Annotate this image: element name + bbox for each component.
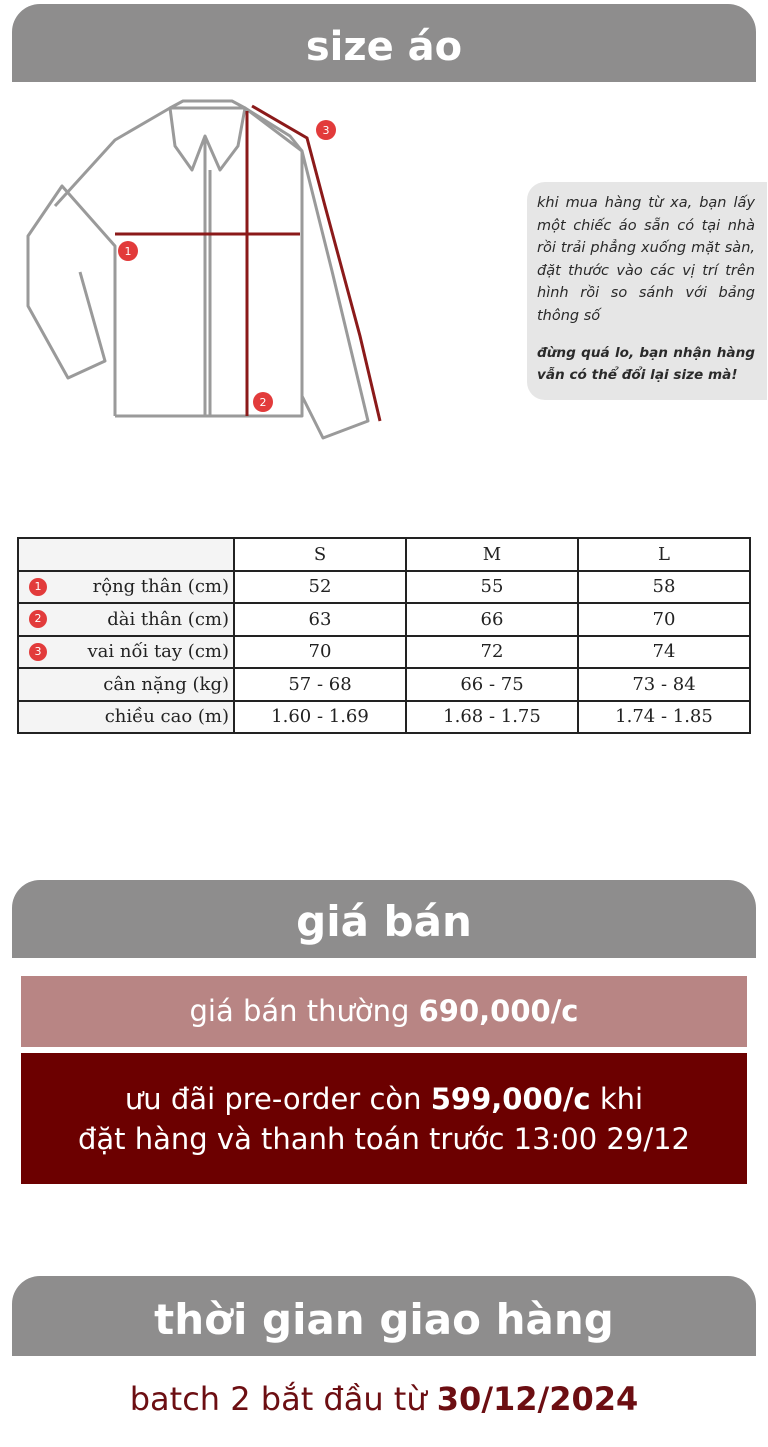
table-row — [18, 636, 750, 669]
row-marker-1-icon: 1 — [29, 578, 47, 596]
row-marker-2-icon: 2 — [29, 610, 47, 628]
table-cell: 1.60 - 1.69 — [234, 701, 406, 734]
marker-2-label: 2 — [259, 396, 267, 409]
delivery-section-title: thời gian giao hàng — [154, 1295, 614, 1344]
table-cell: 73 - 84 — [578, 668, 750, 701]
jacket-right-sleeve — [302, 151, 368, 438]
jacket-measurement-illustration — [20, 96, 400, 446]
delivery-date: 30/12/2024 — [436, 1380, 639, 1418]
row-marker-3-icon: 3 — [29, 643, 47, 661]
preorder-price-value: 599,000/c — [430, 1082, 591, 1116]
preorder-suffix: khi — [599, 1082, 644, 1116]
table-cell: 1.74 - 1.85 — [578, 701, 750, 734]
price-section-title: giá bán — [296, 897, 472, 946]
delivery-batch-label: batch 2 bắt đầu từ — [129, 1380, 427, 1418]
row-label: chiều cao (m) — [104, 706, 229, 728]
regular-price-box — [21, 976, 747, 1047]
size-column-l: L — [578, 538, 750, 571]
row-label: rộng thân (cm) — [92, 576, 229, 598]
table-cell: 66 — [406, 603, 578, 636]
price-section-header — [12, 880, 756, 958]
delivery-info — [0, 1370, 768, 1428]
row-label: cân nặng (kg) — [103, 673, 229, 695]
table-row — [18, 668, 750, 701]
size-table-corner — [18, 538, 234, 571]
table-cell: 74 — [578, 636, 750, 669]
measurement-note-text: khi mua hàng từ xa, bạn lấy một chiếc áo sẵn có tại nhà rồi trải phẳng xuống mặt sàn, đặt thước vào các vị trí trên hình rồi so sánh với bảng thông số — [537, 195, 755, 324]
jacket-collar — [170, 101, 245, 170]
regular-price-label: giá bán thường — [189, 994, 410, 1028]
regular-price-value: 690,000/c — [418, 994, 579, 1028]
size-table-header-row — [18, 538, 750, 571]
table-cell: 66 - 75 — [406, 668, 578, 701]
table-cell: 57 - 68 — [234, 668, 406, 701]
table-cell: 63 — [234, 603, 406, 636]
table-cell: 70 — [234, 636, 406, 669]
delivery-section-header — [12, 1276, 756, 1356]
jacket-body-outline — [28, 186, 115, 416]
measurement-note-emphasis: đừng quá lo, bạn nhận hàng vẫn có thể đổi lại size mà! — [537, 344, 755, 383]
row-label: vai nối tay (cm) — [87, 641, 229, 663]
size-section-header — [12, 4, 756, 82]
table-cell: 1.68 - 1.75 — [406, 701, 578, 734]
table-cell: 52 — [234, 571, 406, 604]
size-section-title: size áo — [305, 24, 463, 70]
size-column-s: S — [234, 538, 406, 571]
measurement-note — [527, 182, 767, 400]
size-column-m: M — [406, 538, 578, 571]
table-cell: 72 — [406, 636, 578, 669]
marker-3-label: 3 — [322, 124, 330, 137]
preorder-condition: đặt hàng và thanh toán trước 13:00 29/12 — [77, 1122, 690, 1156]
marker-1-label: 1 — [124, 245, 132, 258]
table-row — [18, 571, 750, 604]
table-cell: 70 — [578, 603, 750, 636]
row-label: dài thân (cm) — [107, 608, 229, 630]
table-row — [18, 701, 750, 734]
sleeve-length-line — [252, 106, 380, 421]
size-table — [17, 537, 751, 734]
table-cell: 58 — [578, 571, 750, 604]
preorder-price-box — [21, 1053, 747, 1184]
table-cell: 55 — [406, 571, 578, 604]
table-row — [18, 603, 750, 636]
preorder-label: ưu đãi pre-order còn — [124, 1082, 422, 1116]
